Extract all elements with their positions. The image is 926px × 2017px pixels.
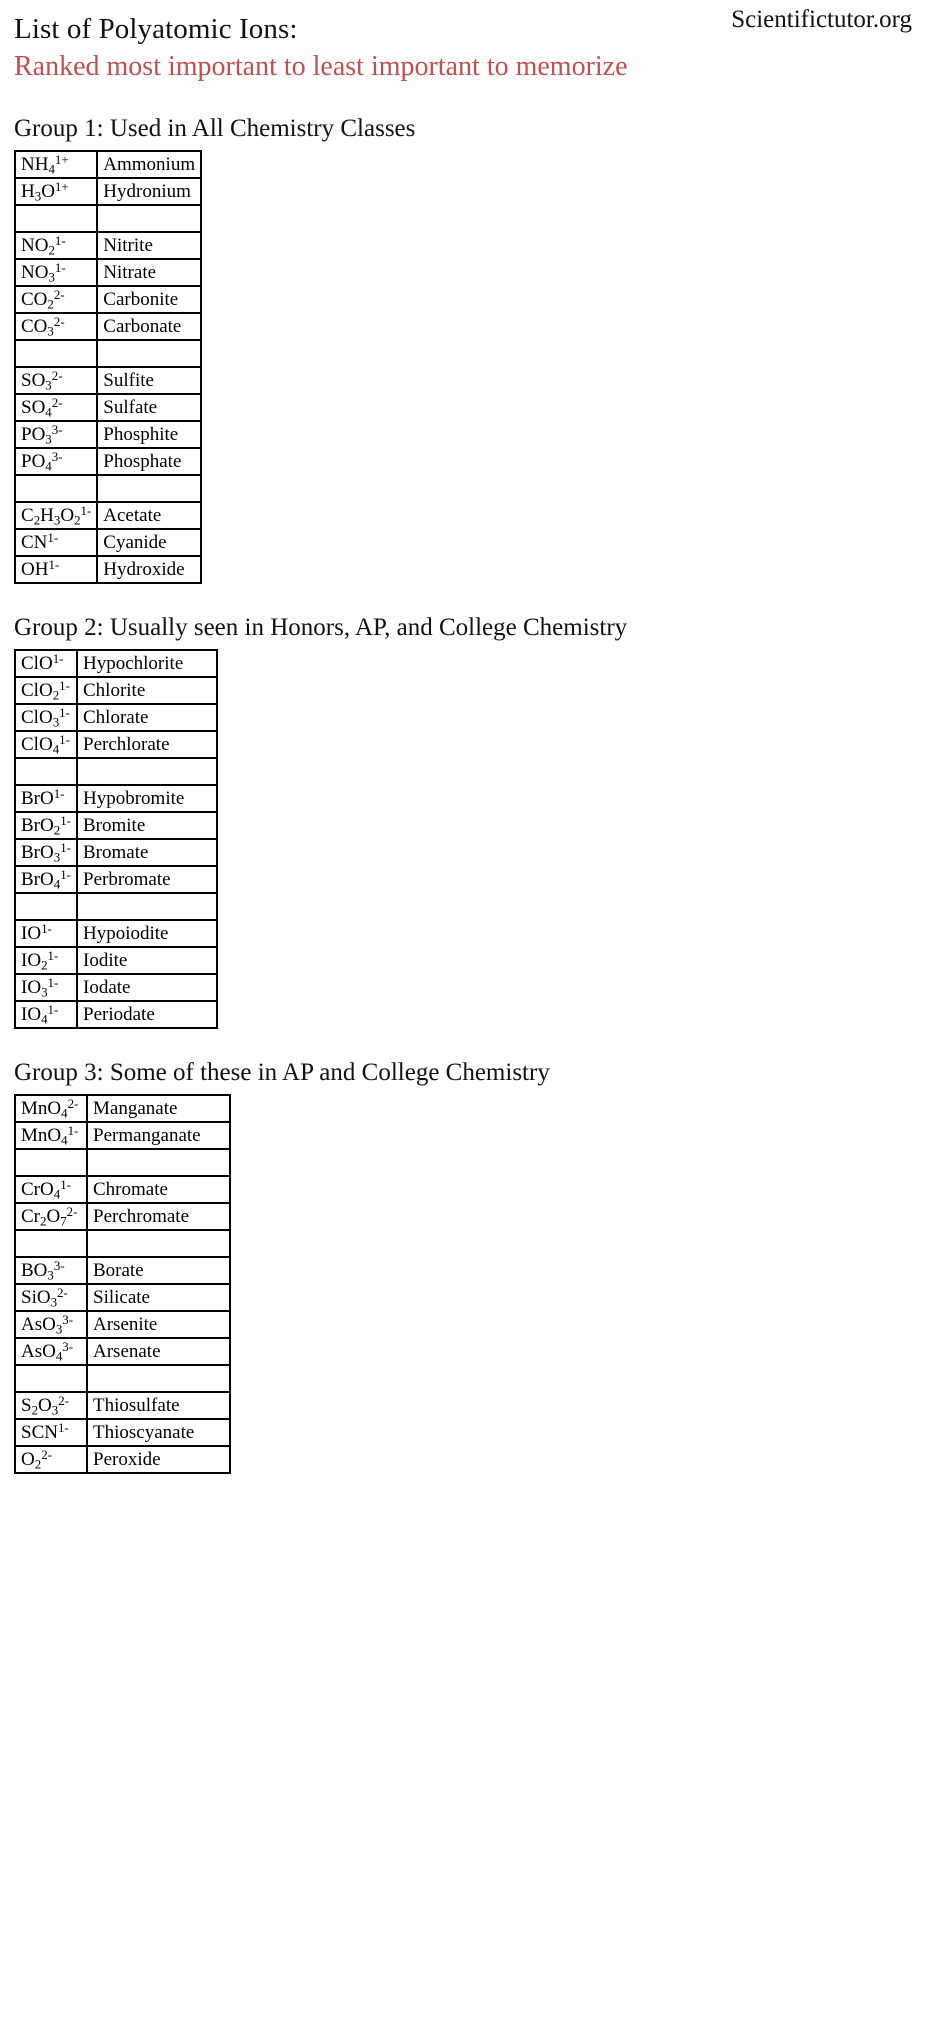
ion-name-cell: Borate [87, 1257, 230, 1284]
ion-formula-cell [15, 1176, 87, 1203]
ion-name-cell: Nitrite [97, 232, 201, 259]
ion-formula-cell [15, 205, 97, 232]
ion-table-body [15, 1095, 230, 1473]
ion-formula-cell [15, 1149, 87, 1176]
ion-formula: $CO_2^{2-}$ [21, 286, 65, 312]
ion-formula: $IO^{1-}$ [21, 920, 52, 944]
ion-formula-cell [15, 286, 97, 313]
ion-formula-cell [15, 151, 97, 178]
ion-name-cell: Perbromate [77, 866, 217, 893]
ion-formula-cell [15, 394, 97, 421]
ion-formula: ClO$_2^{1-}$ [21, 677, 70, 703]
ion-formula-cell [15, 1419, 87, 1446]
ion-formula-cell [15, 920, 77, 947]
table-row [15, 947, 217, 974]
ion-name-cell [87, 1149, 230, 1176]
table-row [15, 529, 201, 556]
table-row [15, 974, 217, 1001]
ion-formula-cell [15, 1122, 87, 1149]
ion-formula-cell [15, 1446, 87, 1473]
ion-name-cell: Hypochlorite [77, 650, 217, 677]
group-2-spacer [0, 1029, 926, 1057]
table-row [15, 367, 201, 394]
ion-formula: $PO_4^{3-}$ [21, 448, 63, 474]
ion-formula-cell [15, 1392, 87, 1419]
ion-name-cell: Iodate [77, 974, 217, 1001]
ion-formula-cell [15, 1001, 77, 1028]
ion-formula-cell [15, 893, 77, 920]
table-row [15, 704, 217, 731]
ion-name-cell: Peroxide [87, 1446, 230, 1473]
ion-name-cell: Phosphite [97, 421, 201, 448]
table-row [15, 731, 217, 758]
table-row [15, 178, 201, 205]
ion-formula-cell [15, 650, 77, 677]
ion-formula: ClO$_4^{1-}$ [21, 731, 70, 757]
ion-name-cell [87, 1365, 230, 1392]
ion-name-cell [97, 475, 201, 502]
site-brand: Scientifictutor.org [731, 6, 912, 33]
ion-name-cell: Ammonium [97, 151, 201, 178]
ion-name-cell [97, 340, 201, 367]
ion-name-cell: Hypoiodite [77, 920, 217, 947]
ion-name-cell: Hydronium [97, 178, 201, 205]
ion-name-cell: Periodate [77, 1001, 217, 1028]
ion-formula: CrO$_4^{1-}$ [21, 1176, 71, 1202]
ion-formula: $O_2^{2-}$ [21, 1446, 52, 1472]
table-row [15, 1338, 230, 1365]
ion-formula: $C_2H_3O_2^{1-}$ [21, 502, 92, 528]
table-row [15, 677, 217, 704]
ion-name-cell: Thiosulfate [87, 1392, 230, 1419]
table-row [15, 232, 201, 259]
ion-formula-cell [15, 812, 77, 839]
ion-formula-cell [15, 785, 77, 812]
ion-formula-cell [15, 1284, 87, 1311]
ion-table-body [15, 650, 217, 1028]
ion-formula-cell [15, 839, 77, 866]
header-spacer [0, 85, 926, 113]
ion-formula: AsO$_4^{3-}$ [21, 1338, 74, 1364]
table-spacer-row [15, 1365, 230, 1392]
ion-formula: $OH^{1-}$ [21, 556, 60, 580]
ion-formula-cell [15, 178, 97, 205]
page-subtitle: Ranked most important to least important to memorize [14, 51, 628, 82]
table-row [15, 1311, 230, 1338]
ion-formula-cell [15, 947, 77, 974]
table-row [15, 259, 201, 286]
ion-name-cell [77, 893, 217, 920]
table-row [15, 448, 201, 475]
table-spacer-row [15, 1149, 230, 1176]
ion-formula: $IO_3^{1-}$ [21, 974, 59, 1000]
table-row [15, 502, 201, 529]
table-row [15, 1095, 230, 1122]
ion-formula: $NO_3^{1-}$ [21, 259, 66, 285]
ion-formula: AsO$_3^{3-}$ [21, 1311, 74, 1337]
group-section-2 [0, 612, 926, 1029]
table-row [15, 1122, 230, 1149]
ion-formula-cell [15, 758, 77, 785]
table-row [15, 650, 217, 677]
ion-formula-cell [15, 529, 97, 556]
ion-formula-cell [15, 367, 97, 394]
ion-formula-cell [15, 475, 97, 502]
ion-formula-cell [15, 1338, 87, 1365]
group-section-1 [0, 113, 926, 584]
ion-formula-cell [15, 1203, 87, 1230]
table-spacer-row [15, 893, 217, 920]
table-row [15, 839, 217, 866]
ion-formula: BrO$_2^{1-}$ [21, 812, 71, 838]
ion-name-cell: Cyanide [97, 529, 201, 556]
ion-formula: $BO_3^{3-}$ [21, 1257, 65, 1283]
ion-formula: $H_3O^{1+}$ [21, 178, 69, 204]
table-row [15, 151, 201, 178]
ion-formula: $CO_3^{2-}$ [21, 313, 65, 339]
ion-formula: ClO$^{1-}$ [21, 650, 64, 674]
ion-table-body [15, 151, 201, 583]
table-row [15, 1446, 230, 1473]
ion-formula: $IO_2^{1-}$ [21, 947, 59, 973]
ion-formula-cell [15, 974, 77, 1001]
ion-formula-cell [15, 677, 77, 704]
table-row [15, 394, 201, 421]
ion-formula-cell [15, 340, 97, 367]
ion-name-cell: Bromate [77, 839, 217, 866]
ion-formula-cell [15, 731, 77, 758]
table-row [15, 1284, 230, 1311]
ion-formula: ClO$_3^{1-}$ [21, 704, 70, 730]
ion-name-cell: Hypobromite [77, 785, 217, 812]
ion-formula: $SCN^{1-}$ [21, 1419, 69, 1443]
ion-name-cell: Phosphate [97, 448, 201, 475]
ion-formula-cell [15, 556, 97, 583]
document-header [0, 0, 926, 85]
group-1-spacer [0, 584, 926, 612]
table-row [15, 1257, 230, 1284]
ion-name-cell: Silicate [87, 1284, 230, 1311]
ion-name-cell: Manganate [87, 1095, 230, 1122]
ion-name-cell: Chromate [87, 1176, 230, 1203]
ion-formula: $NO_2^{1-}$ [21, 232, 66, 258]
group-3-heading: Group 3: Some of these in AP and College Chemistry [14, 1059, 550, 1086]
ion-formula: $PO_3^{3-}$ [21, 421, 63, 447]
ion-formula-cell [15, 259, 97, 286]
table-row [15, 421, 201, 448]
page-title: List of Polyatomic Ions: [14, 13, 298, 45]
ion-name-cell: Arsenite [87, 1311, 230, 1338]
ion-name-cell: Arsenate [87, 1338, 230, 1365]
ion-table-group-2 [14, 649, 218, 1029]
ion-formula-cell [15, 1311, 87, 1338]
group-1-heading: Group 1: Used in All Chemistry Classes [14, 115, 416, 142]
table-spacer-row [15, 340, 201, 367]
table-row [15, 812, 217, 839]
ion-formula: MnO$_4^{2-}$ [21, 1095, 79, 1121]
table-row [15, 1001, 217, 1028]
group-section-3 [0, 1057, 926, 1474]
ion-name-cell [97, 205, 201, 232]
ion-name-cell: Hydroxide [97, 556, 201, 583]
ion-formula: $Cr_2O_7^{2-}$ [21, 1203, 78, 1229]
ion-name-cell: Perchlorate [77, 731, 217, 758]
ion-formula-cell [15, 313, 97, 340]
table-row [15, 1392, 230, 1419]
ion-name-cell: Bromite [77, 812, 217, 839]
ion-table-group-3 [14, 1094, 231, 1474]
ion-name-cell: Acetate [97, 502, 201, 529]
ion-formula-cell [15, 1230, 87, 1257]
ion-table-group-1 [14, 150, 202, 584]
ion-name-cell: Chlorate [77, 704, 217, 731]
ion-formula: MnO$_4^{1-}$ [21, 1122, 79, 1148]
table-spacer-row [15, 475, 201, 502]
ion-formula: $NH_4^{1+}$ [21, 151, 69, 177]
table-spacer-row [15, 1230, 230, 1257]
table-row [15, 1203, 230, 1230]
ion-formula: BrO$_4^{1-}$ [21, 866, 71, 892]
ion-name-cell: Sulfite [97, 367, 201, 394]
table-row [15, 286, 201, 313]
ion-formula: $SO_4^{2-}$ [21, 394, 63, 420]
ion-name-cell: Carbonite [97, 286, 201, 313]
table-row [15, 556, 201, 583]
table-row [15, 920, 217, 947]
ion-formula-cell [15, 866, 77, 893]
ion-name-cell [77, 758, 217, 785]
ion-formula-cell [15, 232, 97, 259]
ion-formula-cell [15, 421, 97, 448]
ion-formula: $S_2O_3^{2-}$ [21, 1392, 69, 1418]
table-row [15, 1176, 230, 1203]
ion-formula-cell [15, 448, 97, 475]
ion-name-cell: Sulfate [97, 394, 201, 421]
ion-name-cell: Carbonate [97, 313, 201, 340]
ion-name-cell: Iodite [77, 947, 217, 974]
ion-formula-cell [15, 502, 97, 529]
ion-name-cell: Nitrate [97, 259, 201, 286]
ion-formula-cell [15, 704, 77, 731]
ion-name-cell: Permanganate [87, 1122, 230, 1149]
ion-name-cell: Thioscyanate [87, 1419, 230, 1446]
table-row [15, 313, 201, 340]
group-2-heading: Group 2: Usually seen in Honors, AP, and College Chemistry [14, 614, 628, 641]
ion-formula: $SO_3^{2-}$ [21, 367, 63, 393]
ion-formula-cell [15, 1365, 87, 1392]
table-row [15, 866, 217, 893]
ion-formula: $CN^{1-}$ [21, 529, 59, 553]
ion-formula: BrO$_3^{1-}$ [21, 839, 71, 865]
table-spacer-row [15, 205, 201, 232]
ion-formula: $IO_4^{1-}$ [21, 1001, 59, 1027]
ion-formula-cell [15, 1257, 87, 1284]
ion-formula: SiO$_3^{2-}$ [21, 1284, 68, 1310]
ion-name-cell: Chlorite [77, 677, 217, 704]
table-spacer-row [15, 758, 217, 785]
ion-formula-cell [15, 1095, 87, 1122]
ion-formula: BrO$^{1-}$ [21, 785, 65, 809]
table-row [15, 785, 217, 812]
table-row [15, 1419, 230, 1446]
ion-name-cell: Perchromate [87, 1203, 230, 1230]
ion-name-cell [87, 1230, 230, 1257]
